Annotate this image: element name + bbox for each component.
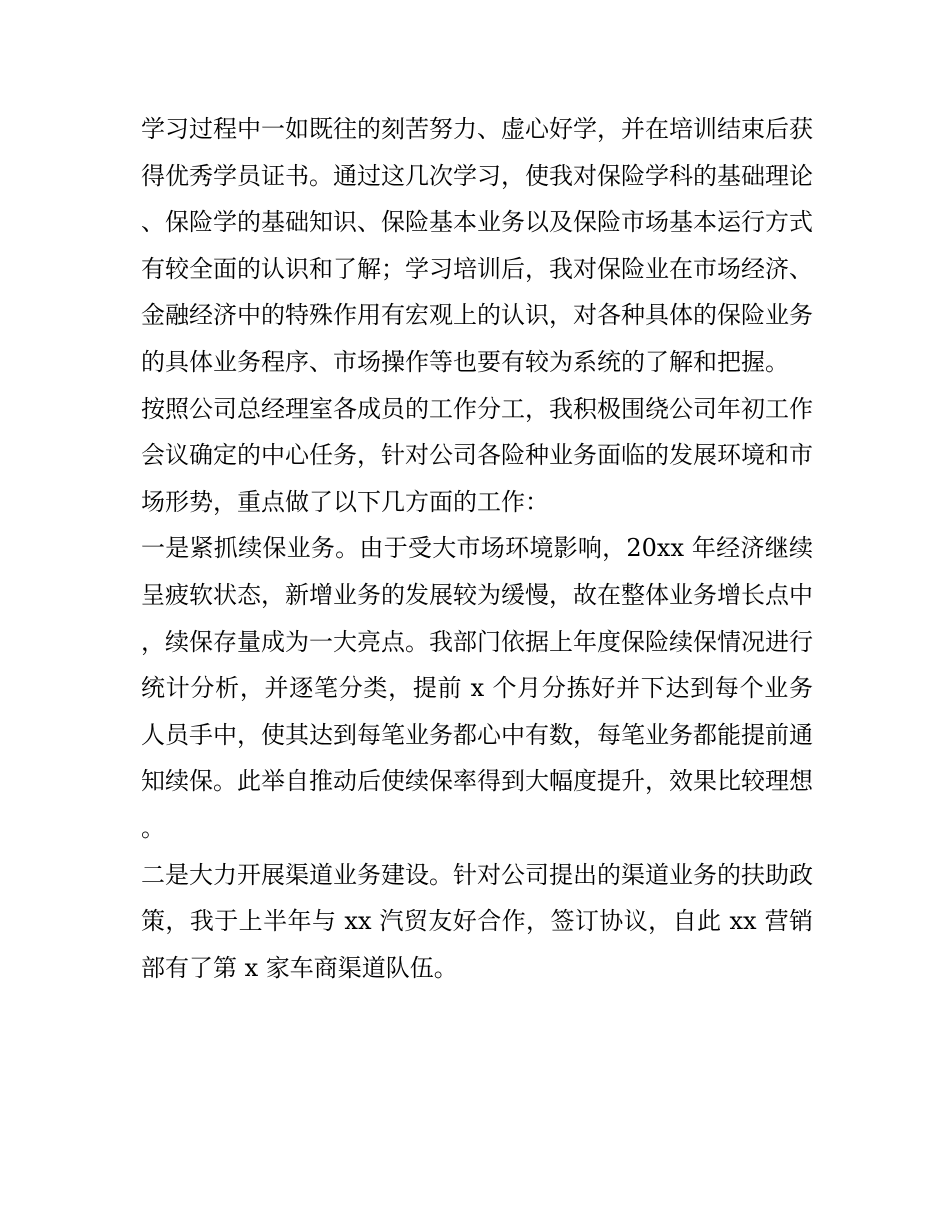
paragraph-work-division: 按照公司总经理室各成员的工作分工，我积极围绕公司年初工作会议确定的中心任务，针对公司各险种业务面临的发展环境和市场形势，重点做了以下几方面的工作： [141, 394, 813, 516]
paragraph-renewal-business: 一是紧抓续保业务。由于受大市场环境影响，20xx 年经济继续呈疲软状态，新增业务的发展较为缓慢，故在整体业务增长点中，续保存量成为一大亮点。我部门依据上年度保险续保情况进行统计分析，并逐笔分类，提前 x 个月分拣好并下达到每个业务人员手中，使其达到每笔业务都心中有数，每笔业务都能提前通知续保。此举自推动后使续保率得到大幅度提升，效果比较理想。 [141, 534, 813, 842]
paragraph-training-summary: 学习过程中一如既往的刻苦努力、虚心好学，并在培训结束后获得优秀学员证书。通过这几次学习，使我对保险学科的基础理论、保险学的基础知识、保险基本业务以及保险市场基本运行方式有较全面的认识和了解；学习培训后，我对保险业在市场经济、金融经济中的特殊作用有宏观上的认识，对各种具体的保险业务的具体业务程序、市场操作等也要有较为系统的了解和把握。 [141, 115, 813, 376]
paragraph-channel-business: 二是大力开展渠道业务建设。针对公司提出的渠道业务的扶助政策，我于上半年与 xx 汽贸友好合作，签订协议，自此 xx 营销部有了第 x 家车商渠道队伍。 [141, 860, 813, 982]
document-body [141, 106, 813, 991]
